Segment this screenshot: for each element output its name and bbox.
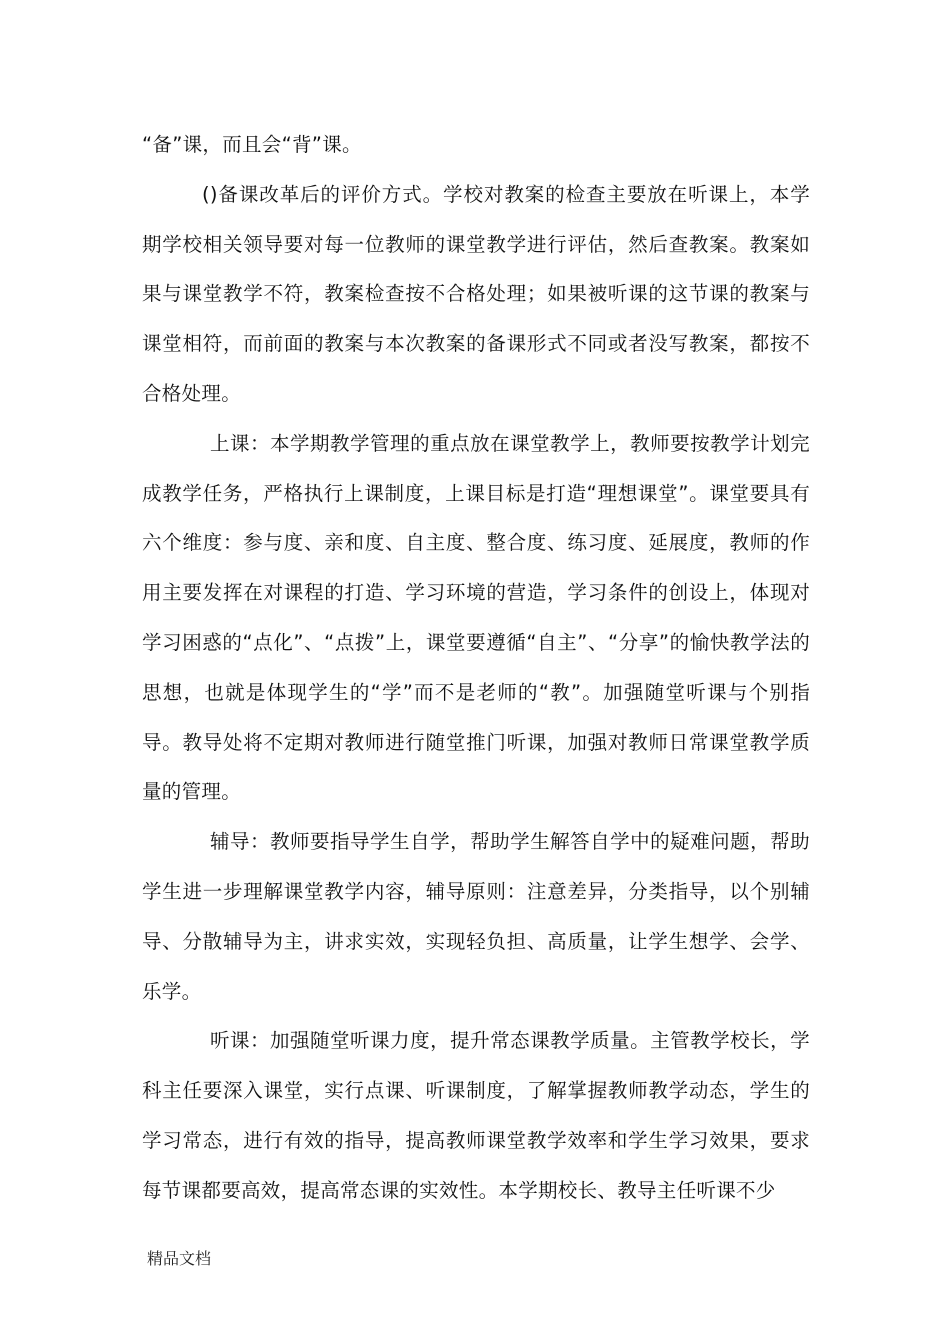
paragraph-continuation: “备”课，而且会“背”课。 xyxy=(142,133,362,156)
paragraph-tutoring: 辅导：教师要指导学生自学，帮助学生解答自学中的疑难问题，帮助学生进一步理解课堂教学内容，辅导原则：注意差异，分类指导，以个别辅导、分散辅导为主，讲求实效，实现轻负担、高质量，让学生想学、会学、乐学。 xyxy=(142,830,810,1003)
paragraph-lesson-observation: 听课：加强随堂听课力度，提升常态课教学质量。主管教学校长，学科主任要深入课堂，实行点课、听课制度，了解掌握教师教学动态，学生的学习常态，进行有效的指导，提高教师课堂教学效率和学生学习效果，要求每节课都要高效，提高常态课的实效性。本学期校长、教导主任听课不少 xyxy=(142,1029,810,1202)
paragraph-class-teaching: 上课：本学期教学管理的重点放在课堂教学上，教师要按教学计划完成教学任务，严格执行上课制度，上课目标是打造“理想课堂”。课堂要具有六个维度：参与度、亲和度、自主度、整合度、练习度、延展度，教师的作用主要发挥在对课程的打造、学习环境的营造，学习条件的创设上，体现对学习困惑的“点化”、“点拨”上，课堂要遵循“自主”、“分享”的愉快教学法的思想，也就是体现学生的“学”而不是老师的“教”。加强随堂听课与个别指导。教导处将不定期对教师进行随堂推门听课，加强对教师日常课堂教学质量的管理。 xyxy=(142,431,810,804)
document-body xyxy=(142,120,810,1216)
footer-watermark: 精品文档 xyxy=(147,1249,212,1268)
paragraph-evaluation-method: ()备课改革后的评价方式。学校对教案的检查主要放在听课上，本学期学校相关领导要对每一位教师的课堂教学进行评估，然后查教案。教案如果与课堂教学不符，教案检查按不合格处理；如果被听课的这节课的教案与课堂相符，而前面的教案与本次教案的备课形式不同或者没写教案，都按不合格处理。 xyxy=(142,182,810,405)
